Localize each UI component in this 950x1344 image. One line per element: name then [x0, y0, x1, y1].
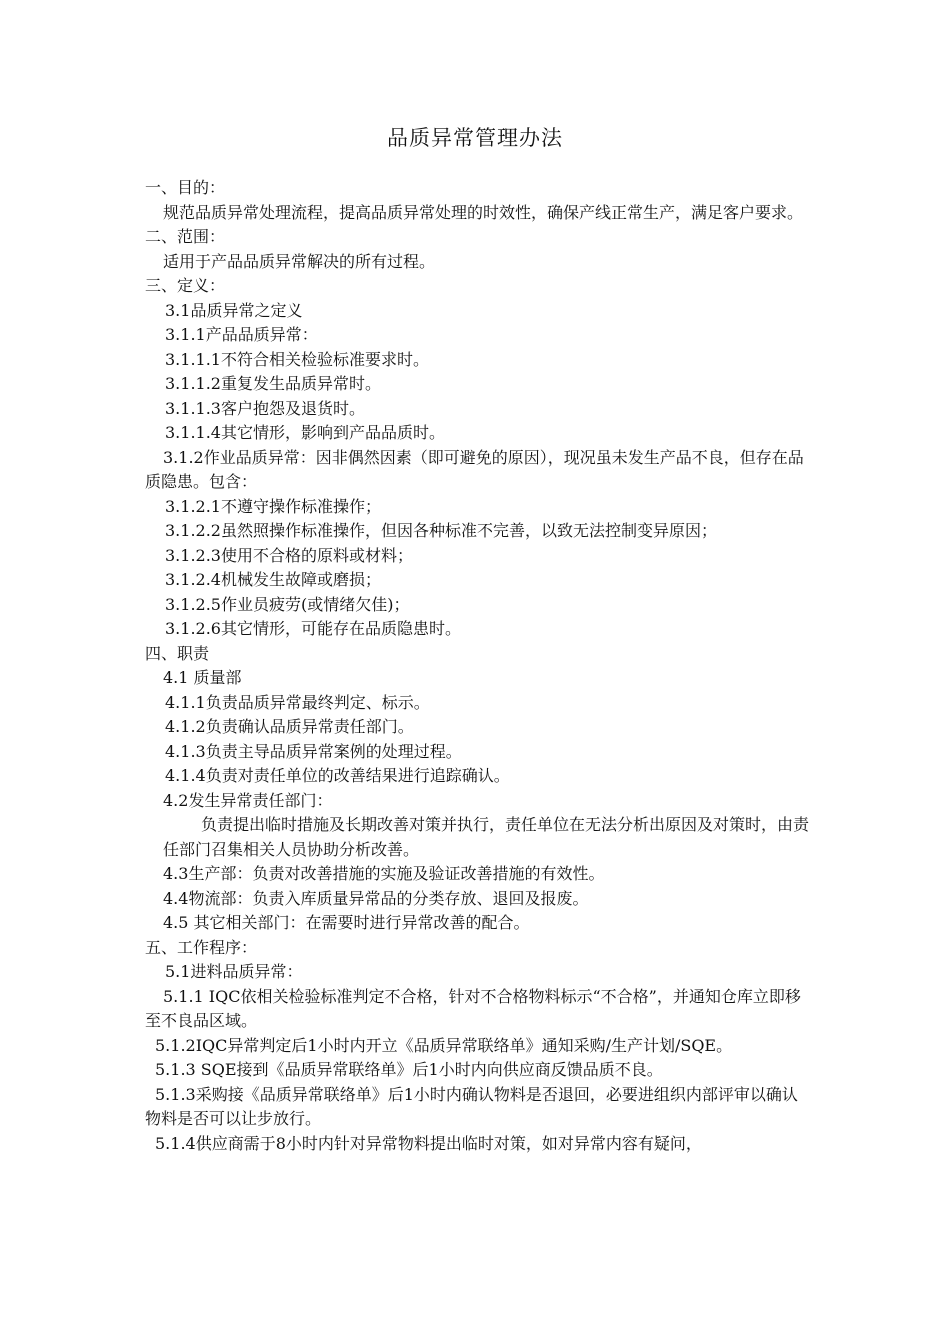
definition-item: 3.1.1产品品质异常： — [165, 325, 318, 344]
definition-item: 3.1.2.1不遵守操作标准操作； — [165, 496, 381, 516]
document-title: 品质异常管理办法 — [387, 126, 563, 150]
section-heading-procedure: 五、工作程序： — [145, 937, 258, 957]
definition-item: 3.1.2作业品质异常：因非偶然因素（即可避免的原因），现况虽未发生产品不良，但存在品质隐患。包含： — [145, 447, 804, 491]
definition-item: 3.1品质异常之定义 — [165, 300, 303, 320]
definition-item: 3.1.2.2虽然照操作标准操作，但因各种标准不完善，以致无法控制变异原因； — [165, 521, 717, 540]
procedure-item: 5.1.3采购接《品质异常联络单》后1小时内确认物料是否退回，必要进组织内部评审以确认物料是否可以让步放行。 — [145, 1084, 798, 1128]
duty-item: 4.3生产部：负责对改善措施的实施及验证改善措施的有效性。 — [163, 864, 605, 883]
procedure-item: 5.1.2IQC异常判定后1小时内开立《品质异常联络单》通知采购/生产计划/SQE。 — [155, 1035, 733, 1055]
procedure-item: 5.1.3 SQE接到《品质异常联络单》后1小时内向供应商反馈品质不良。 — [155, 1060, 663, 1079]
procedure-item: 5.1.1 IQC依相关检验标准判定不合格，针对不合格物料标示“不合格”，并通知仓库立即移至不良品区域。 — [145, 986, 801, 1030]
definition-item: 3.1.2.3使用不合格的原料或材料； — [165, 545, 413, 565]
definition-item: 3.1.1.3客户抱怨及退货时。 — [165, 398, 365, 418]
procedure-item: 5.1.4供应商需于8小时内针对异常物料提出临时对策，如对异常内容有疑问， — [155, 1133, 702, 1153]
definition-item: 3.1.2.5作业员疲劳(或情绪欠佳)； — [165, 594, 410, 614]
duty-item: 4.1 质量部 — [163, 668, 242, 687]
section-heading-scope: 二、范围： — [145, 227, 226, 246]
duty-item: 负责提出临时措施及长期改善对策并执行，责任单位在无法分析出原因及对策时，由责任部门召集相关人员协助分析改善。 — [163, 815, 810, 859]
definition-item: 3.1.2.4机械发生故障或磨损； — [165, 570, 381, 589]
section-heading-purpose: 一、目的： — [145, 178, 226, 197]
document-body — [145, 176, 813, 1156]
section-heading-duties: 四、职责 — [145, 643, 210, 663]
definition-item: 3.1.2.6其它情形，可能存在品质隐患时。 — [165, 619, 461, 638]
duty-item: 4.1.3负责主导品质异常案例的处理过程。 — [165, 741, 462, 761]
procedure-item: 5.1进料品质异常： — [165, 962, 303, 981]
definition-item: 3.1.1.4其它情形，影响到产品品质时。 — [165, 423, 445, 442]
duty-item: 4.5 其它相关部门：在需要时进行异常改善的配合。 — [163, 913, 530, 932]
duty-item: 4.1.2负责确认品质异常责任部门。 — [165, 717, 414, 736]
section-heading-definition: 三、定义： — [145, 276, 226, 295]
scope-text: 适用于产品品质异常解决的所有过程。 — [163, 251, 436, 271]
duty-item: 4.2发生异常责任部门： — [163, 790, 333, 810]
duty-item: 4.4物流部：负责入库质量异常品的分类存放、退回及报废。 — [163, 888, 589, 908]
purpose-text: 规范品质异常处理流程，提高品质异常处理的时效性，确保产线正常生产，满足客户要求。 — [163, 202, 804, 222]
definition-item: 3.1.1.2重复发生品质异常时。 — [165, 374, 381, 393]
duty-item: 4.1.1负责品质异常最终判定、标示。 — [165, 692, 430, 712]
definition-item: 3.1.1.1不符合相关检验标准要求时。 — [165, 349, 429, 369]
duty-item: 4.1.4负责对责任单位的改善结果进行追踪确认。 — [165, 766, 510, 785]
